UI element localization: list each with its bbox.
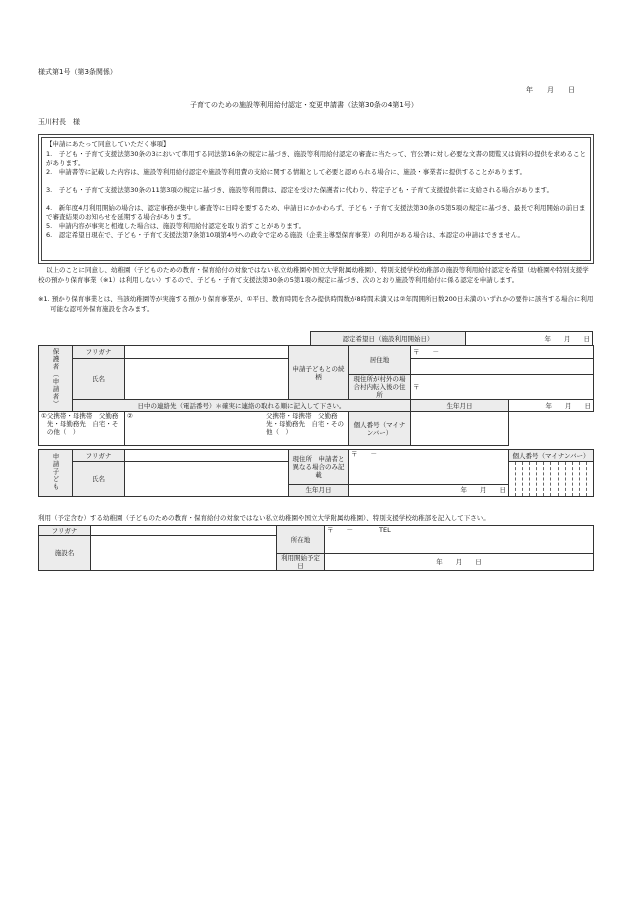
footnote-1: ※1. 預かり保育事業とは、当該幼稚園等が実施する預かり保育事業が、①平日、教育時間を含み提供時間数が8時間未満又は②年間開所日数200日未満のいずれかの要件に該当する場合に利用可能な認可外保育施設を含みます。	[38, 295, 594, 313]
facility-name-label: 施設名	[39, 536, 91, 571]
contact-1-types: 父携帯・母携帯 父勤務先・母勤務先 自宅・その他（ ）	[46, 412, 119, 436]
notice-item-1: 1. 子ども・子育て支援法第30条の3において準用する同法第16条の規定に基づき、施設等利用給付認定の審査に当たって、官公署に対し必要な文書の閲覧又は資料の提供を求めることがあります。	[46, 150, 586, 167]
child-address-label: 現住所 申請者と異なる場合のみ記載	[289, 450, 349, 485]
child-table	[38, 449, 594, 497]
moving-address-label: 現住所が村外の場合村内転入後の住所	[349, 375, 411, 400]
guardian-my-number-label: 個人番号（マイナンバー）	[349, 412, 411, 446]
child-furigana-label: フリガナ	[73, 450, 125, 462]
notice-item-5: 5. 申請内容が事実と相違した場合は、施設等利用給付認定を取り消すことがあります。	[46, 222, 306, 230]
document-title: 子育てのための施設等利用給付認定・変更申請書（法第30条の4第1号）	[190, 101, 418, 109]
child-section-label: 申請子ども	[39, 450, 73, 497]
contact-1-cell[interactable]	[39, 412, 125, 446]
start-date-label: 利用開始予定日	[277, 554, 325, 571]
facility-furigana-input[interactable]	[91, 526, 277, 536]
guardian-name-input[interactable]	[125, 359, 289, 400]
facility-address-label: 所在地	[277, 526, 325, 554]
guardian-section-label: 保護者（申請者）	[39, 346, 73, 412]
desired-date-table	[310, 331, 593, 346]
relation-label: 申請子どもとの続柄	[289, 346, 349, 400]
notice-item-3: 3. 子ども・子育て支援法第30条の11第3項の規定に基づき、施設等利用費は、認定を受けた保護者に代わり、特定子ども・子育て支援提供者に支給される場合があります。	[46, 186, 554, 194]
child-birthdate-label: 生年月日	[289, 484, 349, 496]
contact-2-types: 父携帯・母携帯 父勤務先・母勤務先 自宅・その他（ ）	[266, 412, 344, 436]
contact-2-number: ②	[127, 412, 133, 420]
consent-notice-box	[38, 134, 594, 264]
contact-label: 日中の連絡先（電話番号）＊確実に連絡の取れる順に記入して下さい。	[73, 400, 411, 412]
guardian-furigana-input[interactable]	[125, 346, 289, 359]
consent-paragraph: 以上のことに同意し、幼稚園（子どものための教育・保育給付の対象ではない私立幼稚園や国立大学附属幼稚園）、特別支援学校幼稚部の施設等利用給付認定を希望（幼稚園や特別支援学校の預かり保育事業（※1）は利用しない）するので、子ども・子育て支援法第30条の5第1項の規定に基づき、次のとおり施設等利用給付に係る認定を申請します。	[38, 266, 589, 284]
application-date: 年 月 日	[526, 86, 575, 94]
addressee: 玉川村長 様	[38, 118, 80, 126]
facility-furigana-label: フリガナ	[39, 526, 91, 536]
residence-label: 居住地	[349, 346, 411, 375]
form-number: 様式第1号（第3条関係）	[38, 68, 117, 76]
start-date-input[interactable]: 年 月 日	[325, 554, 594, 571]
residence-address-input[interactable]	[411, 359, 594, 375]
desired-date-label: 認定希望日（施設利用開始日）	[311, 332, 466, 346]
notice-item-2: 2. 申請書等に記載した内容は、施設等利用給付認定や施設等利用費の支給に関する情報として必要と認められる場合に、施設・事業者に提供することがあります。	[46, 168, 527, 176]
child-address-input[interactable]: 〒 －	[349, 450, 509, 485]
guardian-my-number-input[interactable]	[411, 412, 509, 446]
notice-heading: 【申請にあたって同意していただく事項】	[46, 140, 170, 148]
child-name-label: 氏名	[73, 462, 125, 497]
child-my-number-input[interactable]	[509, 462, 594, 497]
notice-item-4: 4. 新年度4月利用開始の場合は、認定事務が集中し審査等に日時を要するため、申請日にかかわらず、子ども・子育て支援法第30条の5第5項の規定に基づき、最長で利用開始の前日まで審査結果のお知らせを延期する場合があります。	[46, 204, 586, 221]
desired-date-field[interactable]: 年 月 日	[466, 332, 593, 346]
contact-1-number: ①	[41, 412, 47, 420]
child-furigana-input[interactable]	[125, 450, 289, 462]
guardian-name-label: 氏名	[73, 359, 125, 400]
guardian-birthdate-input[interactable]: 年 月 日	[509, 400, 594, 412]
facility-table	[38, 525, 594, 571]
facility-address-input[interactable]: 〒 － TEL	[325, 526, 594, 554]
facility-intro: 利用（予定含む）する幼稚園（子どものための教育・保育給付の対象ではない私立幼稚園や国立大学附属幼稚園）、特別支援学校幼稚部を記入して下さい。	[38, 514, 490, 522]
guardian-table	[38, 345, 594, 446]
guardian-furigana-label: フリガナ	[73, 346, 125, 359]
guardian-birthdate-label: 生年月日	[411, 400, 509, 412]
contact-2-cell[interactable]	[125, 412, 349, 446]
facility-name-input[interactable]	[91, 536, 277, 571]
child-my-number-digit-boxes	[509, 462, 593, 496]
child-birthdate-input[interactable]: 年 月 日	[349, 484, 509, 496]
child-name-input[interactable]	[125, 462, 289, 497]
child-my-number-label: 個人番号（マイナンバー）	[509, 450, 594, 462]
notice-item-6: 6. 認定希望日現在で、子ども・子育て支援法第7条第10項第4号への政令で定める施設（企業主導型保育事業）の利用がある場合は、本認定の申請はできません。	[46, 231, 525, 239]
residence-postal[interactable]: 〒 －	[411, 346, 594, 359]
moving-address-input[interactable]: 〒	[411, 375, 594, 400]
